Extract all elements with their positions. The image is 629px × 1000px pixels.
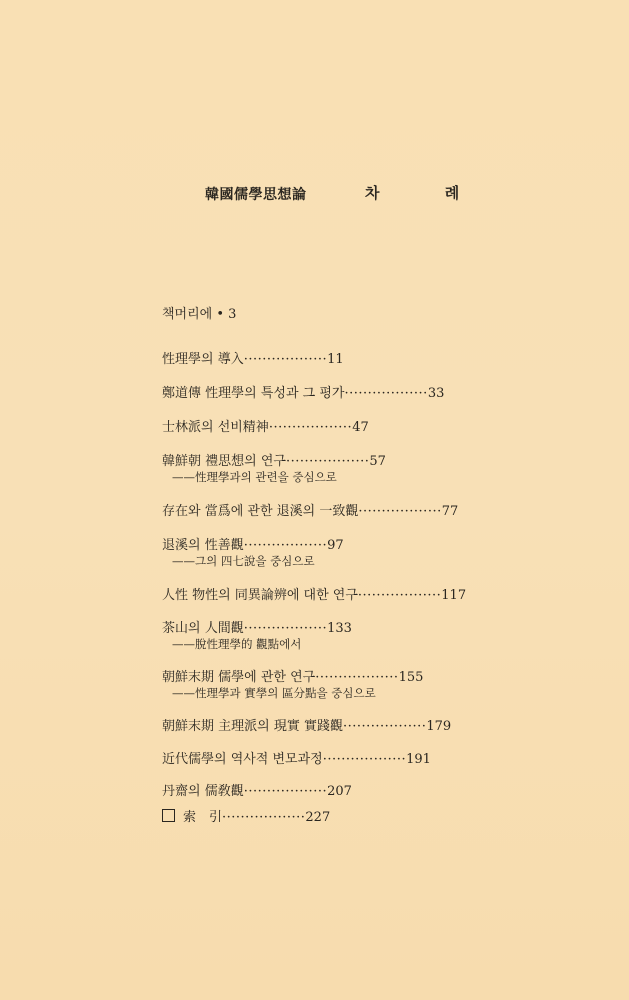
entry-title: 索 引 bbox=[183, 810, 223, 825]
preface-label: 책머리에 bbox=[162, 307, 213, 322]
toc-heading: 차 례 bbox=[365, 184, 490, 202]
leader-dots: ·················· bbox=[243, 352, 328, 367]
entry-subtitle: ——脫性理學的 觀點에서 bbox=[172, 637, 302, 651]
toc-entry bbox=[162, 617, 352, 636]
entry-title: 韓鮮朝 禮思想의 연구 bbox=[162, 454, 286, 469]
toc-entry bbox=[162, 715, 451, 734]
leader-dots: ·················· bbox=[243, 538, 328, 553]
preface-page: 3 bbox=[228, 307, 237, 322]
toc-entry bbox=[162, 348, 344, 367]
leader-dots: ·················· bbox=[243, 784, 328, 799]
leader-dots: ·················· bbox=[268, 420, 353, 435]
book-title: 韓國儒學思想論 bbox=[205, 187, 307, 203]
entry-page: 117 bbox=[441, 588, 467, 603]
entry-title: 性理學의 導入 bbox=[162, 352, 244, 367]
entry-page: 227 bbox=[305, 810, 331, 825]
toc-entry bbox=[162, 584, 466, 603]
toc-entry bbox=[162, 534, 344, 553]
entry-title: 人性 物性의 同異論辨에 대한 연구 bbox=[162, 588, 358, 603]
index-entry bbox=[162, 806, 330, 825]
toc-entry bbox=[162, 382, 444, 401]
leader-dots: ·················· bbox=[342, 719, 427, 734]
leader-dots: ·················· bbox=[344, 386, 428, 401]
entry-title: 退溪의 性善觀 bbox=[162, 538, 244, 553]
preface-separator: • bbox=[212, 307, 229, 322]
entry-title: 存在와 當爲에 관한 退溪의 一致觀 bbox=[162, 504, 359, 519]
entry-page: 133 bbox=[327, 621, 352, 636]
leader-dots: ·················· bbox=[222, 810, 306, 825]
entry-title: 鄭道傳 性理學의 특성과 그 평가 bbox=[162, 386, 345, 401]
entry-subtitle: ——그의 四七說을 중심으로 bbox=[172, 554, 315, 568]
entry-page: 191 bbox=[406, 752, 431, 767]
entry-page: 97 bbox=[327, 538, 344, 553]
leader-dots: ·················· bbox=[358, 504, 442, 519]
square-box-icon bbox=[162, 809, 175, 822]
entry-title: 士林派의 선비精神 bbox=[162, 420, 269, 435]
entry-page: 77 bbox=[441, 504, 459, 519]
entry-page: 11 bbox=[327, 352, 344, 367]
entry-title: 朝鮮末期 儒學에 관한 연구 bbox=[162, 670, 316, 685]
preface-entry bbox=[162, 303, 236, 322]
leader-dots: ·················· bbox=[322, 752, 407, 767]
toc-entry bbox=[162, 416, 369, 435]
entry-page: 57 bbox=[369, 454, 386, 469]
entry-title: 朝鮮末期 主理派의 現實 實踐觀 bbox=[162, 719, 343, 734]
entry-page: 33 bbox=[427, 386, 445, 401]
entry-page: 47 bbox=[352, 420, 369, 435]
toc-entry bbox=[162, 748, 431, 767]
leader-dots: ·················· bbox=[243, 621, 328, 636]
entry-page: 207 bbox=[327, 784, 352, 799]
entry-page: 179 bbox=[426, 719, 452, 734]
entry-title: 近代儒學의 역사적 변모과정 bbox=[162, 752, 323, 767]
toc-entry bbox=[162, 780, 352, 799]
entry-subtitle: ——性理學과 實學의 區分點을 중심으로 bbox=[172, 686, 376, 700]
leader-dots: ·················· bbox=[357, 588, 442, 603]
entry-title: 丹齋의 儒敎觀 bbox=[162, 784, 244, 799]
leader-dots: ·················· bbox=[285, 454, 370, 469]
entry-page: 155 bbox=[398, 670, 424, 685]
entry-title: 茶山의 人間觀 bbox=[162, 621, 244, 636]
leader-dots: ·················· bbox=[315, 670, 399, 685]
toc-entry bbox=[162, 500, 458, 519]
entry-subtitle: ——性理學과의 관련을 중심으로 bbox=[172, 470, 337, 484]
toc-entry bbox=[162, 666, 423, 685]
toc-entry bbox=[162, 450, 386, 469]
